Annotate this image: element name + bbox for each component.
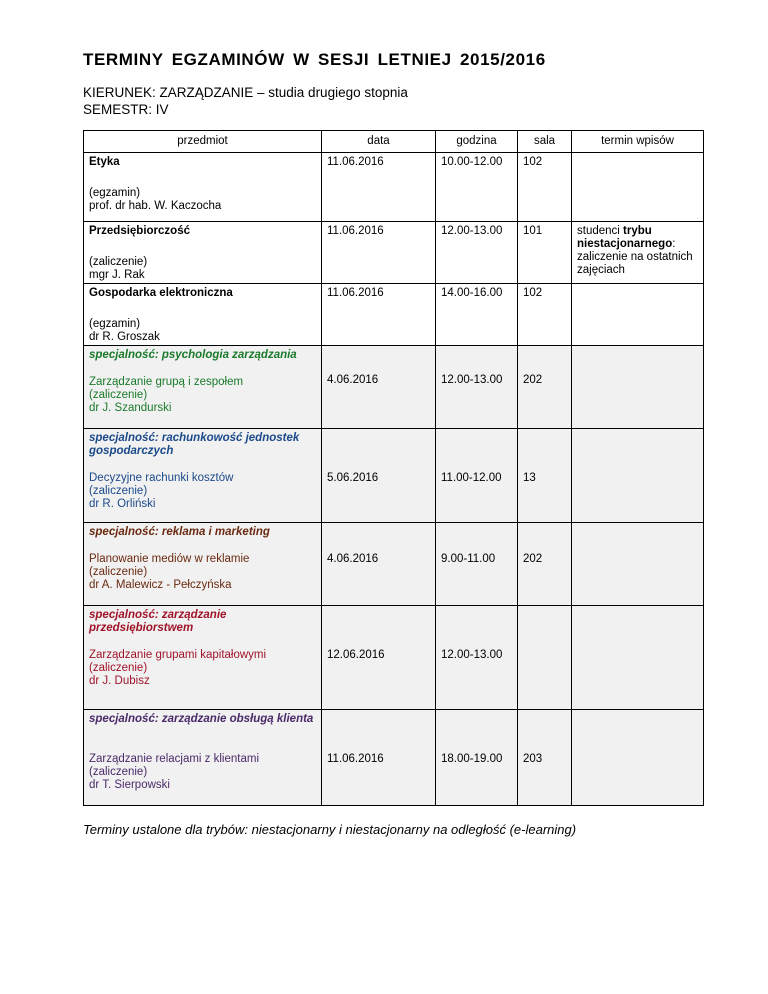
date-cell: 4.06.2016 [322,346,436,429]
room-cell: 202 [518,523,572,606]
termin-note-cell [572,222,704,284]
subject-name: Decyzyjne rachunki kosztów [89,472,234,484]
subject-name: Zarządzanie grupami kapitałowymi [89,649,267,661]
termin-cell [572,523,704,606]
date-cell: 11.06.2016 [322,710,436,806]
room-cell: 203 [518,710,572,806]
subject-cell [84,284,322,346]
subject-lecturer: dr R. Groszak [89,331,160,343]
subject-cell [84,462,322,523]
room-cell: 102 [518,153,572,222]
subject-lecturer: dr T. Sierpowski [89,779,170,791]
header-przedmiot: przedmiot [84,131,322,153]
subject-type: (zaliczenie) [89,566,148,578]
subject-lecturer: dr A. Malewicz - Pełczyńska [89,579,232,591]
table-row [84,153,704,222]
room-cell: 102 [518,284,572,346]
subject-name: Gospodarka elektroniczna [89,287,233,299]
spec-name: specjalność: zarządzanie przedsiębiorstwem [84,606,322,640]
time-cell: 12.00-13.00 [436,346,518,429]
time-cell: 11.00-12.00 [436,429,518,523]
table-header-row [84,131,704,153]
termin-note-rest: zaliczenie na ostatnich zajęciach [577,251,693,276]
subject-type: (zaliczenie) [89,256,148,268]
subject-type: (zaliczenie) [89,485,148,497]
date-cell: 5.06.2016 [322,429,436,523]
subject-cell [84,639,322,710]
header-termin: termin wpisów [572,131,704,153]
termin-note-colon: : [672,238,676,250]
subject-cell [84,366,322,429]
spec-header-row [84,429,704,463]
header-godzina: godzina [436,131,518,153]
termin-cell [572,284,704,346]
room-cell: 13 [518,429,572,523]
header-data: data [322,131,436,153]
subject-type: (zaliczenie) [89,389,148,401]
subject-lecturer: dr R. Orliński [89,498,156,510]
subject-name: Zarządzanie grupą i zespołem [89,376,244,388]
spec-header-row [84,523,704,544]
subject-type: (egzamin) [89,318,141,330]
termin-cell [572,153,704,222]
time-cell: 9.00-11.00 [436,523,518,606]
date-cell: 11.06.2016 [322,284,436,346]
subject-cell [84,743,322,806]
table-row [84,284,704,346]
spec-name: specjalność: zarządzanie obsługą klienta [84,710,322,744]
exam-schedule-table [83,130,704,806]
subject-type: (zaliczenie) [89,766,148,778]
spec-header-row [84,710,704,744]
time-cell: 12.00-13.00 [436,222,518,284]
subject-lecturer: prof. dr hab. W. Kaczocha [89,200,222,212]
subject-cell [84,222,322,284]
spec-header-row [84,346,704,367]
date-cell: 12.06.2016 [322,606,436,710]
termin-cell [572,606,704,710]
spec-name: specjalność: reklama i marketing [84,523,322,544]
subject-name: Planowanie mediów w reklamie [89,553,250,565]
subject-lecturer: dr J. Szandurski [89,402,172,414]
time-cell: 14.00-16.00 [436,284,518,346]
subject-lecturer: mgr J. Rak [89,269,145,281]
kierunek-label: KIERUNEK: ZARZĄDZANIE – studia drugiego stopnia [83,85,408,100]
footnote: Terminy ustalone dla trybów: niestacjonarny i niestacjonarny na odległość (e-learning) [83,822,577,837]
date-cell: 11.06.2016 [322,153,436,222]
subject-name: Przedsiębiorczość [89,225,190,237]
subject-type: (egzamin) [89,187,141,199]
time-cell: 18.00-19.00 [436,710,518,806]
subject-name: Etyka [89,156,120,168]
semestr-label: SEMESTR: IV [83,102,169,117]
room-cell: 101 [518,222,572,284]
room-cell [518,606,572,710]
date-cell: 4.06.2016 [322,523,436,606]
date-cell: 11.06.2016 [322,222,436,284]
termin-cell [572,346,704,429]
header-sala: sala [518,131,572,153]
termin-note-bold: trybu niestacjonarnego [577,225,673,250]
subject-name: Zarządzanie relacjami z klientami [89,753,260,765]
termin-note-part: studenci [577,225,624,237]
subject-type: (zaliczenie) [89,662,148,674]
subject-cell [84,153,322,222]
spec-name: specjalność: rachunkowość jednostek gospodarczych [84,429,322,463]
table-row [84,222,704,284]
spec-name: specjalność: psychologia zarządzania [84,346,322,367]
room-cell: 202 [518,346,572,429]
subject-lecturer: dr J. Dubisz [89,675,150,687]
termin-cell [572,710,704,806]
termin-cell [572,429,704,523]
page-title: TERMINY EGZAMINÓW W SESJI LETNIEJ 2015/2016 [83,50,546,69]
time-cell: 12.00-13.00 [436,606,518,710]
time-cell: 10.00-12.00 [436,153,518,222]
subject-cell [84,543,322,606]
spec-header-row [84,606,704,640]
